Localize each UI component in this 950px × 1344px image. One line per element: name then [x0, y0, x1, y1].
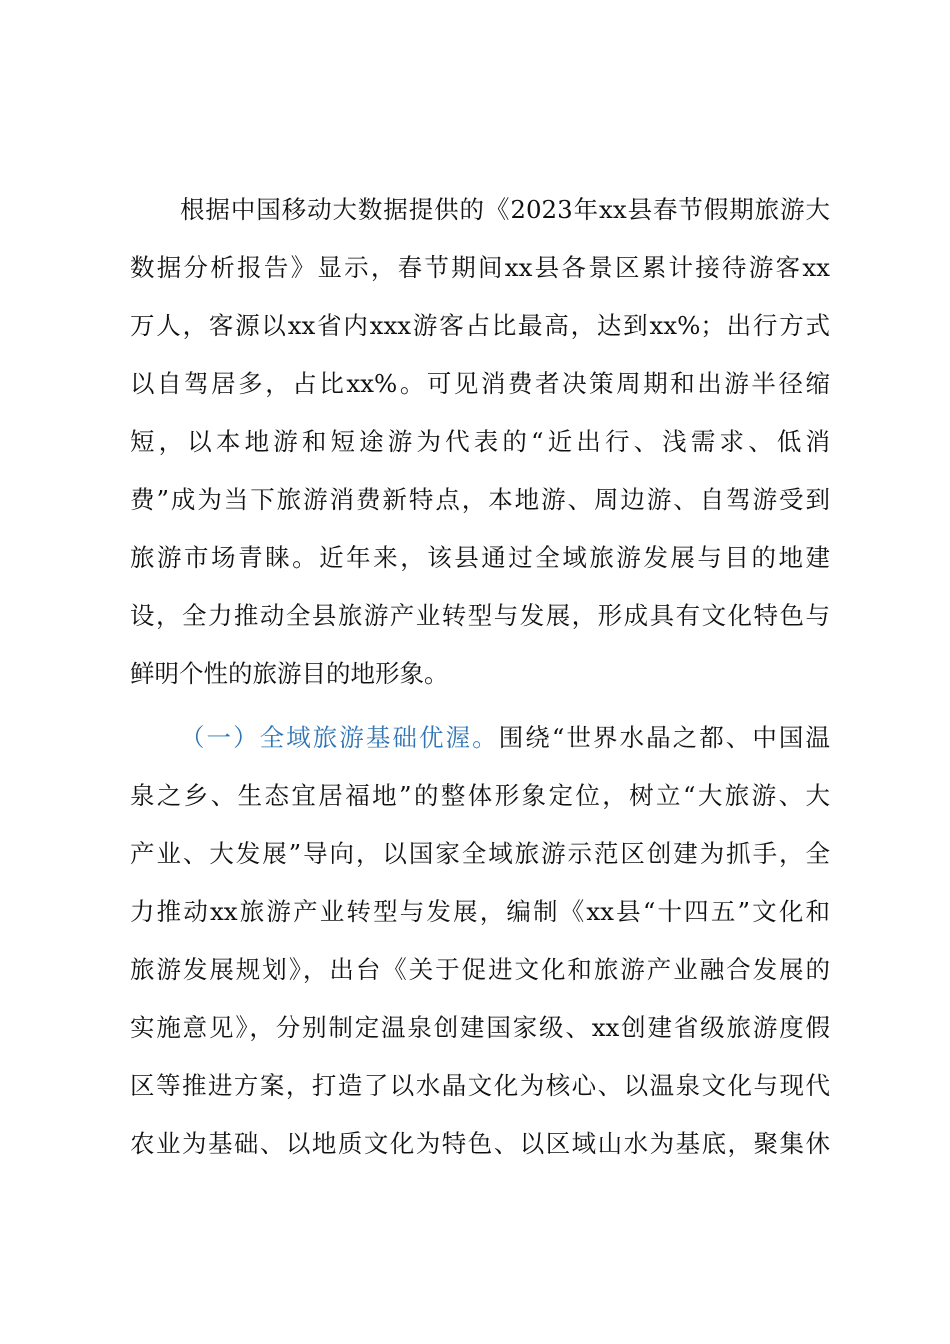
paragraph-line: 数据分析报告》显示，春节期间xx县各景区累计接待游客xx	[130, 253, 830, 282]
paragraph-2	[130, 709, 830, 1173]
paragraph-line: 旅游发展规划》，出台《关于促进文化和旅游产业融合发展的	[130, 955, 830, 984]
paragraph-line: 鲜明个性的旅游目的地形象。	[130, 659, 449, 688]
paragraph-1	[130, 181, 830, 703]
paragraph-line: 农业为基础、以地质文化为特色、以区域山水为基底，聚集休	[130, 1129, 830, 1158]
section-heading: （一）全域旅游基础优渥。	[180, 723, 499, 752]
heading-line-rest: 围绕“世界水晶之都、中国温	[498, 723, 830, 752]
paragraph-line: 根据中国移动大数据提供的《2023年xx县春节假期旅游大	[180, 195, 830, 224]
paragraph-line: 泉之乡、生态宜居福地”的整体形象定位，树立“大旅游、大	[130, 781, 830, 810]
paragraph-first-line	[130, 709, 830, 767]
paragraph-line: 旅游市场青睐。近年来，该县通过全域旅游发展与目的地建	[130, 543, 830, 572]
paragraph-line: 实施意见》，分别制定温泉创建国家级、xx创建省级旅游度假	[130, 1013, 830, 1042]
paragraph-line: 费”成为当下旅游消费新特点，本地游、周边游、自驾游受到	[130, 485, 830, 514]
paragraph-line: 万人，客源以xx省内xxx游客占比最高，达到xx%；出行方式	[130, 311, 830, 340]
paragraph-line: 力推动xx旅游产业转型与发展，编制《xx县“十四五”文化和	[130, 897, 830, 926]
paragraph-line: 产业、大发展”导向，以国家全域旅游示范区创建为抓手，全	[130, 839, 830, 868]
paragraph-line: 以自驾居多，占比xx%。可见消费者决策周期和出游半径缩	[130, 369, 830, 398]
paragraph-line: 短，以本地游和短途游为代表的“近出行、浅需求、低消	[130, 427, 830, 456]
paragraph-line: 区等推进方案，打造了以水晶文化为核心、以温泉文化与现代	[130, 1071, 830, 1100]
paragraph-line: 设，全力推动全县旅游产业转型与发展，形成具有文化特色与	[130, 601, 830, 630]
